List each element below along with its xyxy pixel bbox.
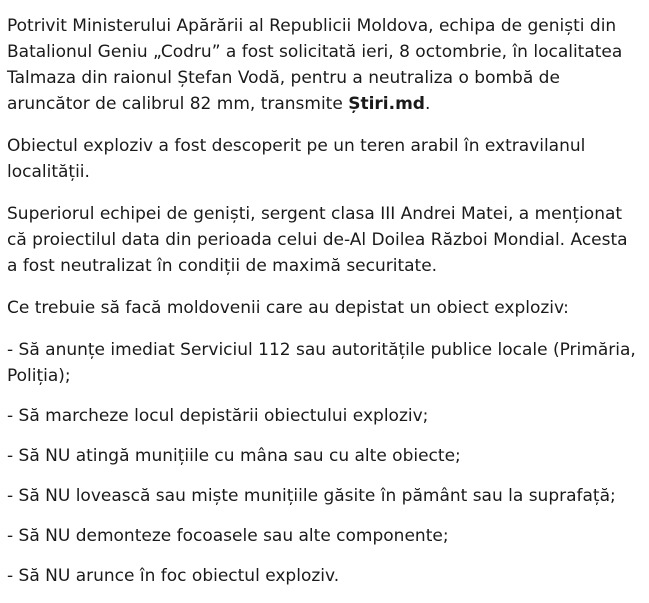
article-body [7,13,639,603]
list-item: - Să NU lovească sau miște munițiile găsite în pământ sau la suprafață; [7,486,616,506]
list-item: - Să anunțe imediat Serviciul 112 sau autoritățile publice locale (Primăria, Poliția); [7,340,636,386]
list-item: - Să marcheze locul depistării obiectului exploziv; [7,406,429,426]
paragraph-intro [7,13,639,117]
list-item: - Să NU atingă munițiile cu mâna sau cu alte obiecte; [7,446,461,466]
intro-end: . [424,94,431,114]
list-item: - Să NU demonteze focoasele sau alte componente; [7,526,449,546]
paragraph-instructions-heading: Ce trebuie să facă moldovenii care au depistat un obiect exploziv: [7,298,569,318]
paragraph-statement: Superiorul echipei de geniști, sergent clasa III Andrei Matei, a menționat că proiectilul data din perioada celui de-Al Doilea Război Mondial. Acesta a fost neutralizat în condiții de maximă securitate. [7,204,628,276]
paragraph-discovery: Obiectul exploziv a fost descoperit pe un teren arabil în extravilanul localității. [7,136,586,182]
intro-text: Potrivit Ministerului Apărării al Republicii Moldova, echipa de geniști din Batalionul Geniu „Codru” a fost solicitată ieri, 8 octombrie, în localitatea Talmaza din raionul Ștefan Vodă, pentru a neutraliza o bombă de aruncător de calibrul 82 mm, transmite [7,16,623,114]
source-link[interactable]: Știri.md [348,94,425,114]
list-item: - Să NU arunce în foc obiectul exploziv. [7,566,340,586]
